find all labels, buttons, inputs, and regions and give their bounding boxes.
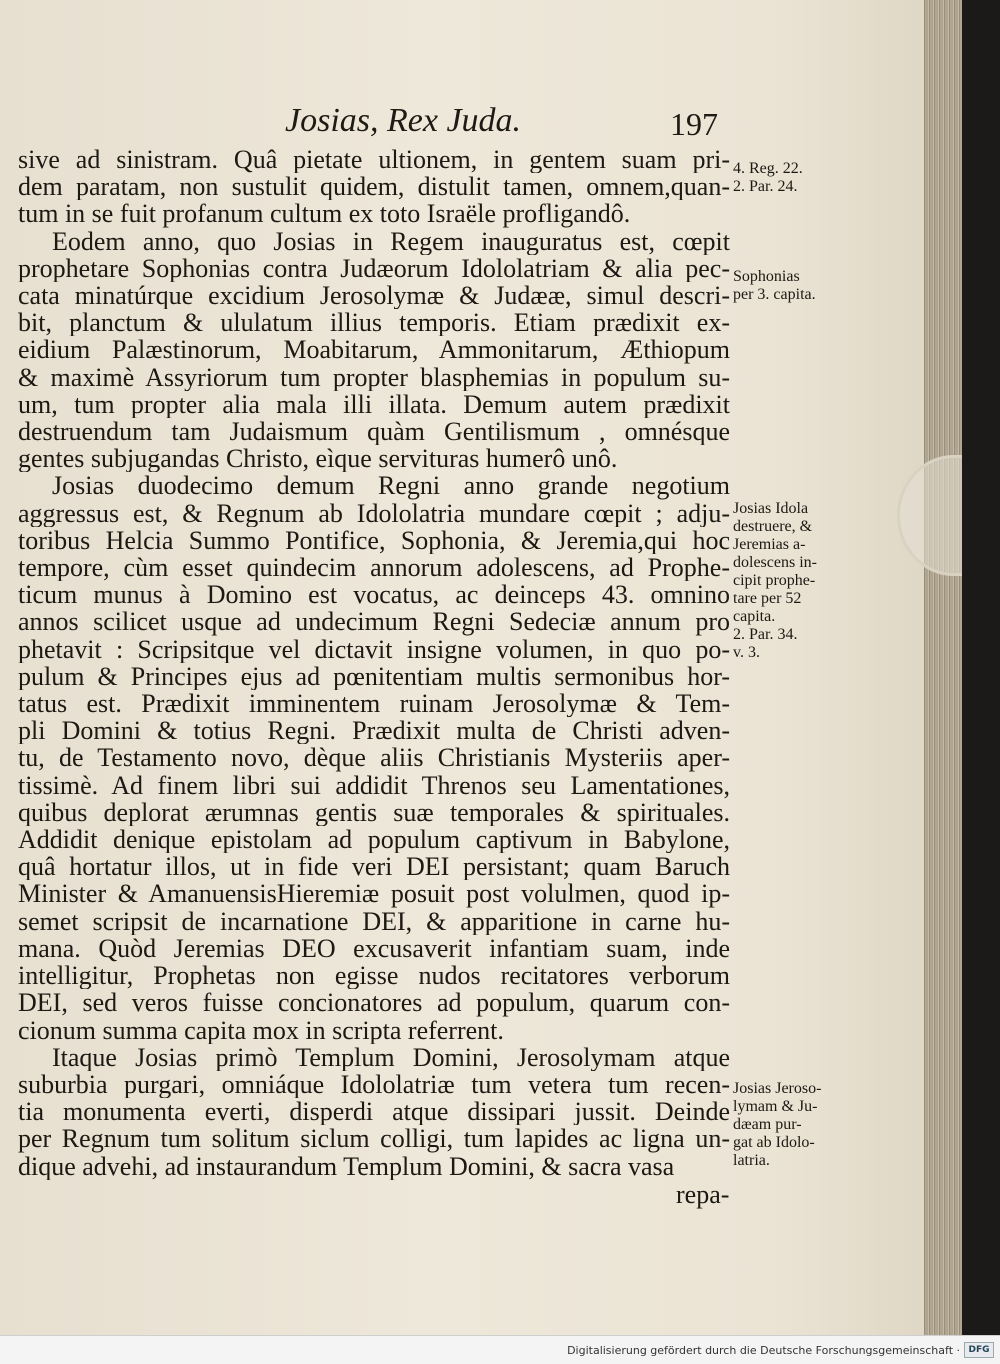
dfg-logo: DFG <box>964 1342 994 1358</box>
funding-credit: Digitalisierung gefördert durch die Deutsche Forschungsgemeinschaft · <box>567 1344 960 1357</box>
note-line: Josias Idola <box>733 500 809 517</box>
note-line: destruere, & <box>733 518 813 535</box>
page-edge <box>924 0 962 1335</box>
note-line: tare per 52 <box>733 590 802 607</box>
margin-note-josias-idola <box>733 500 863 662</box>
text-line: Addidit denique epistolam ad populum captivum in Babylone, <box>18 826 730 854</box>
text-line: tia monumenta everti, disperdi atque dissipari jussit. Deinde <box>18 1098 730 1126</box>
text-line: quâ hortatur illos, ut in fide veri DEI persistant; quam Baruch <box>18 853 730 881</box>
text-line: intelligitur, Prophetas non egisse nudos recitatores verborum <box>18 962 730 990</box>
text-line: DEI, sed veros fuisse concionatores ad populum, quarum con- <box>18 989 730 1017</box>
text-line: sive ad sinistram. Quâ pietate ultionem, in gentem suam pri- <box>18 146 730 174</box>
text-line: tempore, cùm esset quindecim annorum adolescens, ad Prophe- <box>18 554 730 582</box>
note-line: Sophonias <box>733 268 800 285</box>
text-line: um, tum propter alia mala illi illata. Demum autem prædixit <box>18 390 730 419</box>
viewer-footer <box>0 1335 1000 1364</box>
text-line: tu, de Testamento novo, dèque aliis Christianis Mysteriis aper- <box>18 744 730 772</box>
text-line: mana. Quòd Jeremias DEO excusaverit infantiam suam, inde <box>18 934 730 963</box>
note-line: lymam & Ju- <box>733 1098 818 1115</box>
note-line: Josias Jeroso- <box>733 1080 822 1097</box>
text-line: tatus est. Prædixit imminentem ruinam Jerosolymæ & Tem- <box>18 690 730 718</box>
text-line: Josias duodecimo demum Regni anno grande negotium <box>52 472 730 500</box>
note-line: 4. Reg. 22. <box>733 160 803 177</box>
text-line: dem paratam, non sustulit quidem, distulit tamen, omnem,quan- <box>18 173 730 201</box>
text-line: Minister & AmanuensisHieremiæ posuit post volulmen, quod ip- <box>18 880 730 908</box>
note-line: dolescens in- <box>733 554 817 571</box>
text-line: cata minatúrque excidium Jerosolymæ & Judææ, simul descri- <box>18 282 730 310</box>
page-tab-shadow <box>897 455 962 576</box>
text-line: pulum & Principes ejus ad pœnitentiam multis sermonibus hor- <box>18 662 730 691</box>
margin-note-josias-jerosolymam <box>733 1080 863 1170</box>
text-line: tissimè. Ad finem libri sui addidit Threnos seu Lamentationes, <box>18 771 730 799</box>
text-line: bit, planctum & ululatum illius temporis. Etiam prædixit ex- <box>18 309 730 337</box>
margin-note-sophonias <box>733 268 863 304</box>
text-line: toribus Helcia Summo Pontifice, Sophonia, & Jeremia,qui hoc <box>18 526 730 555</box>
text-line: tum in se fuit profanum cultum ex toto Israële profligandô. <box>18 200 631 228</box>
note-line: cipit prophe- <box>733 572 816 589</box>
text-line: destruendum tam Judaismum quàm Gentilismum , omnésque <box>18 418 730 446</box>
note-line: Jeremias a- <box>733 536 806 553</box>
note-line: dæam pur- <box>733 1116 802 1133</box>
page-header <box>0 102 760 146</box>
running-head: Josias, Rex Juda. <box>285 102 522 139</box>
text-line: & maximè Assyriorum tum propter blasphemias in populum su- <box>18 363 730 391</box>
text-line: annos scilicet usque ad undecimum Regni Sedeciæ annum pro <box>18 608 730 636</box>
page-number: 197 <box>670 106 718 142</box>
text-line: pli Domini & totius Regni. Prædixit multa de Christi adven- <box>18 717 730 745</box>
note-line: gat ab Idolo- <box>733 1134 815 1151</box>
note-line: 2. Par. 24. <box>733 178 798 195</box>
note-line: v. 3. <box>733 644 760 661</box>
note-line: capita. <box>733 608 776 625</box>
text-line: Itaque Josias primò Templum Domini, Jerosolymam atque <box>52 1043 730 1071</box>
text-line: Eodem anno, quo Josias in Regem inauguratus est, cœpit <box>52 227 730 255</box>
text-line: per Regnum tum solitum siclum colligi, tum lapides ac ligna un- <box>18 1125 730 1153</box>
note-line: 2. Par. 34. <box>733 626 798 643</box>
catchword: repa- <box>676 1180 730 1209</box>
text-line: eidium Palæstinorum, Moabitarum, Ammonitarum, Æthiopum <box>18 336 730 364</box>
text-line: gentes subjugandas Christo, eìque servituras humerô unô. <box>18 445 618 473</box>
text-line: aggressus est, & Regnum ab Idololatria mundare cœpit ; adju- <box>18 499 730 527</box>
body-text <box>18 146 730 1180</box>
text-line: quibus deplorat ærumnas gentis suæ temporales & spirituales. <box>18 798 730 827</box>
text-line: suburbia purgari, omniáque Idololatriæ tum vetera tum recen- <box>18 1070 730 1099</box>
text-line: phetavit : Scripsitque vel dictavit insigne volumen, in quo po- <box>18 635 730 663</box>
text-line: dique advehi, ad instaurandum Templum Domini, & sacra vasa <box>18 1152 675 1180</box>
margin-note-reference <box>733 160 863 196</box>
text-line: ticum munus à Domino est vocatus, ac deinceps 43. omnino <box>18 581 730 609</box>
text-line: prophetare Sophonias contra Judæorum Idololatriam & alia pec- <box>18 254 730 283</box>
text-line: semet scripsit de incarnatione DEI, & apparitione in carne hu- <box>18 907 730 935</box>
note-line: per 3. capita. <box>733 286 816 303</box>
note-line: latria. <box>733 1152 770 1169</box>
text-line: cionum summa capita mox in scripta referrent. <box>18 1016 504 1044</box>
